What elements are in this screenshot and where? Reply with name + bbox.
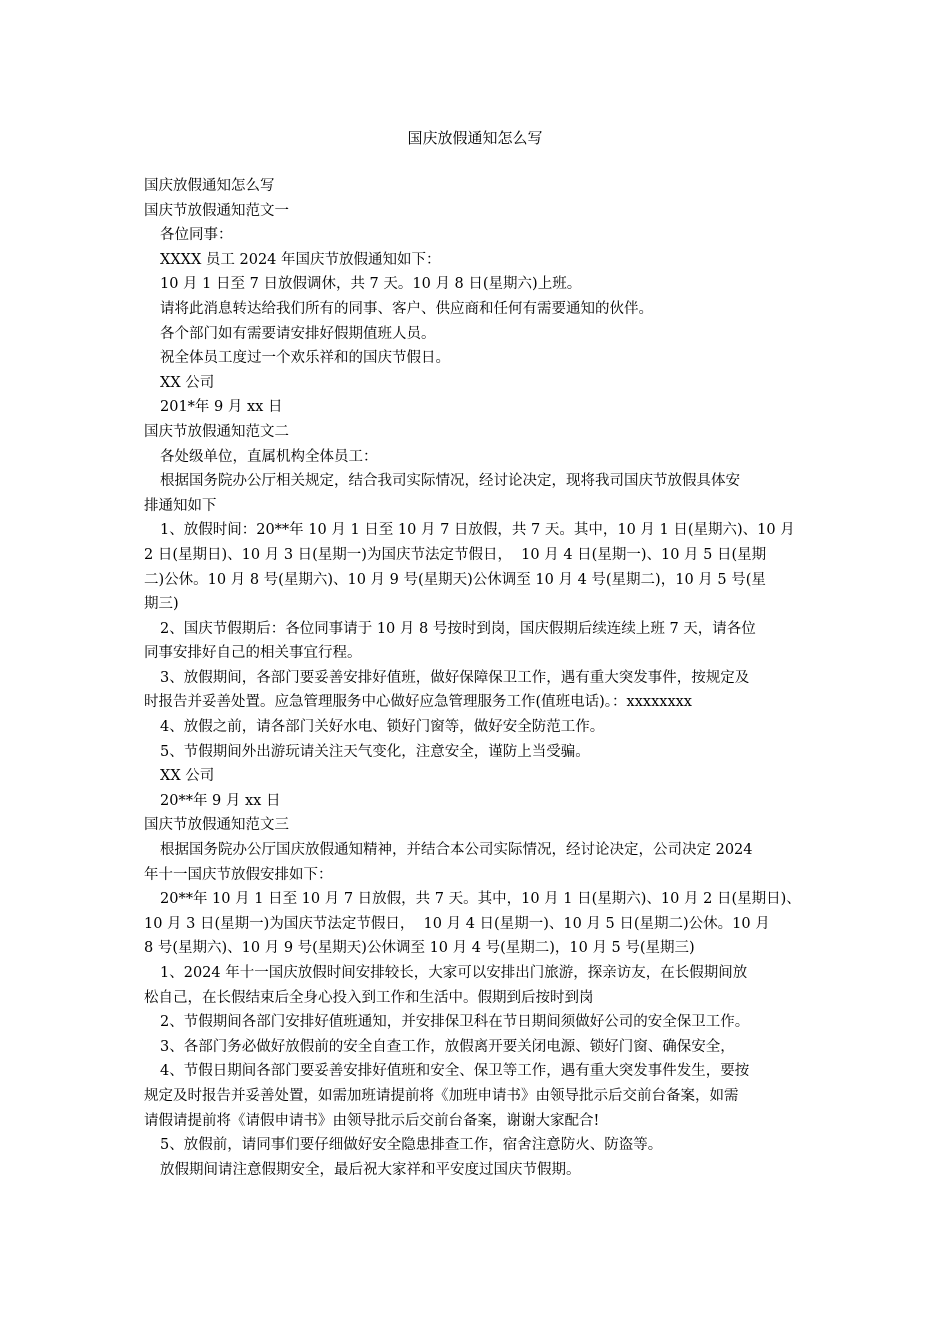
paragraph-line: 2、国庆节假期后：各位同事请于 10 月 8 号按时到岗，国庆假期后续连续上班 7 天，请各位 [160,620,756,637]
paragraph-line: 8 号(星期六)、10 月 9 号(星期天)公休调至 10 月 4 号(星期二)，10 月 5 号(星期三) [144,940,695,957]
paragraph-line: 根据国务院办公厅国庆放假通知精神，并结合本公司实际情况，经讨论决定，公司决定 2024 [160,842,753,859]
section-heading-2: 国庆节放假通知范文二 [144,423,289,440]
paragraph-line: 201*年 9 月 xx 日 [160,399,283,416]
paragraph-line: 二)公休。10 月 8 号(星期六)、10 月 9 号(星期天)公休调至 10 月 4 号(星期二)，10 月 5 号(星 [144,571,766,588]
paragraph-line: 同事安排好自己的相关事宜行程。 [144,645,362,662]
paragraph-line: 时报告并妥善处置。应急管理服务中心做好应急管理服务工作(值班电话)。：xxxxxxxx [144,694,692,711]
paragraph-line: 20**年 9 月 xx 日 [160,792,281,809]
paragraph-line: 4、放假之前，请各部门关好水电、锁好门窗等，做好安全防范工作。 [160,719,605,736]
paragraph-line: 规定及时报告并妥善处置，如需加班请提前将《加班申请书》由领导批示后交前台备案，如需 [144,1087,739,1104]
paragraph-line: 排通知如下 [144,497,217,514]
paragraph-line: 各处级单位，直属机构全体员工： [160,448,378,465]
paragraph-line: 松自己，在长假结束后全身心投入到工作和生活中。假期到后按时到岗 [144,989,594,1006]
paragraph-line: 请假请提前将《请假申请书》由领导批示后交前台备案，谢谢大家配合! [144,1112,600,1129]
paragraph-line: 放假期间请注意假期安全，最后祝大家祥和平安度过国庆节假期。 [160,1161,581,1178]
paragraph-line: 根据国务院办公厅相关规定，结合我司实际情况，经讨论决定，现将我司国庆节放假具体安 [160,473,740,490]
paragraph-line: 10 月 3 日(星期一)为国庆节法定节假日， 10 月 4 日(星期一)、10 月 5 日(星期二)公休。10 月 [144,915,770,932]
paragraph-line: 2、节假期间各部门安排好值班通知，并安排保卫科在节日期间须做好公司的安全保卫工作。 [160,1014,750,1031]
paragraph-line: 各位同事： [160,227,233,244]
paragraph-line: 祝全体员工度过一个欢乐祥和的国庆节假日。 [160,350,450,367]
paragraph-line: XX 公司 [160,768,215,785]
paragraph-line: 年十一国庆节放假安排如下： [144,866,333,883]
paragraph-line: 20**年 10 月 1 日至 10 月 7 日放假，共 7 天。其中，10 月 1 日(星期六)、10 月 2 日(星期日)、 [160,891,801,908]
heading-line: 国庆放假通知怎么写 [144,178,275,194]
paragraph-line: 5、节假期间外出游玩请关注天气变化，注意安全，谨防上当受骗。 [160,743,590,760]
paragraph-line: 1、放假时间：20**年 10 月 1 日至 10 月 7 日放假，共 7 天。其中，10 月 1 日(星期六)、10 月 [160,522,795,539]
paragraph-line: XXXX 员工 2024 年国庆节放假通知如下： [160,251,441,268]
paragraph-line: 各个部门如有需要请安排好假期值班人员。 [160,325,436,342]
paragraph-line: 10 月 1 日至 7 日放假调休，共 7 天。10 月 8 日(星期六)上班。 [160,276,582,293]
document-body [144,174,810,1182]
document-title: 国庆放假通知怎么写 [407,129,543,147]
paragraph-line: 期三) [144,596,179,613]
paragraph-line: 请将此消息转达给我们所有的同事、客户、供应商和任何有需要通知的伙伴。 [160,300,653,317]
paragraph-line: XX 公司 [160,374,215,391]
section-heading-1: 国庆节放假通知范文一 [144,202,289,219]
section-heading-3: 国庆节放假通知范文三 [144,817,289,834]
paragraph-line: 2 日(星期日)、10 月 3 日(星期一)为国庆节法定节假日， 10 月 4 日(星期一)、10 月 5 日(星期 [144,546,767,563]
paragraph-line: 5、放假前，请同事们要仔细做好安全隐患排查工作，宿舍注意防火、防盗等。 [160,1137,663,1154]
paragraph-line: 1、2024 年十一国庆放假时间安排较长，大家可以安排出门旅游，探亲访友，在长假期间放 [160,965,748,981]
paragraph-line: 3、放假期间，各部门要妥善安排好值班，做好保障保卫工作，遇有重大突发事件，按规定及 [160,669,750,686]
paragraph-line: 4、节假日期间各部门要妥善安排好值班和安全、保卫等工作，遇有重大突发事件发生，要按 [160,1063,750,1080]
paragraph-line: 3、各部门务必做好放假前的安全自查工作，放假离开要关闭电源、锁好门窗、确保安全， [160,1038,735,1055]
